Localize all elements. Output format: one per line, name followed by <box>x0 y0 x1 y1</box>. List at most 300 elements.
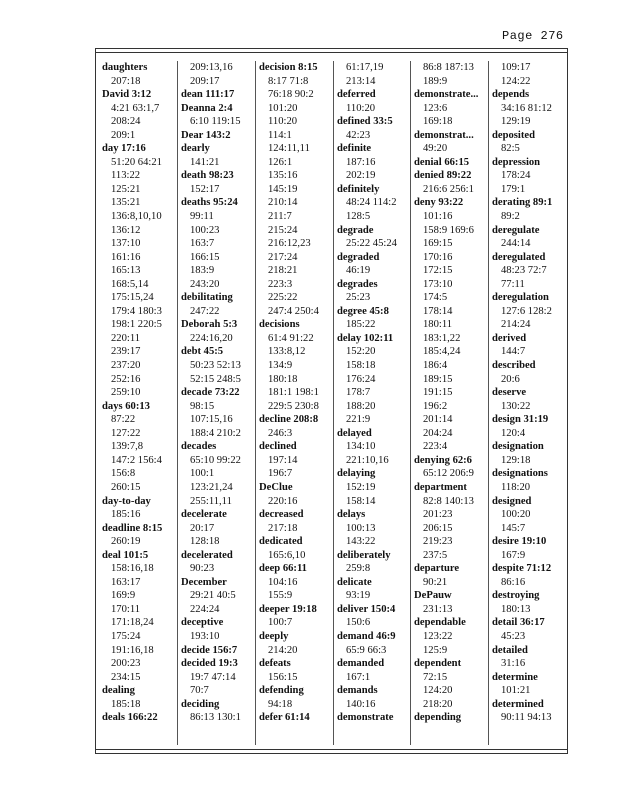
index-reference: 46:19 <box>346 265 371 277</box>
index-term: deliver 150:4 <box>337 603 396 615</box>
index-reference: 89:2 <box>501 211 520 223</box>
index-reference: 213:14 <box>346 75 376 87</box>
index-reference: 158:16,18 <box>111 563 154 575</box>
index-reference: 169:18 <box>423 116 453 128</box>
index-reference: 229:5 230:8 <box>268 400 319 412</box>
index-term: demonstrate... <box>414 89 479 101</box>
index-reference: 136:12 <box>111 224 141 236</box>
index-reference: 224:24 <box>190 603 220 615</box>
index-reference: 45:23 <box>501 630 526 642</box>
index-term: decisions <box>259 319 300 331</box>
index-reference: 180:18 <box>268 373 298 385</box>
index-reference: 180:11 <box>423 319 453 331</box>
index-reference: 128:18 <box>190 536 220 548</box>
index-reference: 49:20 <box>423 143 448 155</box>
index-reference: 220:11 <box>111 332 141 344</box>
index-reference: 209:13,16 <box>190 62 233 73</box>
index-term: decision 8:15 <box>259 62 318 73</box>
index-reference: 218:21 <box>268 265 298 277</box>
index-reference: 158:18 <box>346 360 376 372</box>
index-reference: 189:9 <box>423 75 448 87</box>
index-reference: 124:20 <box>423 685 453 697</box>
index-reference: 52:15 248:5 <box>190 373 241 385</box>
index-reference: 139:7,8 <box>111 441 144 453</box>
index-reference: 100:20 <box>501 509 531 521</box>
index-reference: 100:23 <box>190 224 220 236</box>
index-reference: 165:13 <box>111 265 141 277</box>
index-reference: 165:6,10 <box>268 549 306 561</box>
index-reference: 143:22 <box>346 536 376 548</box>
index-term: debt 45:5 <box>181 346 224 358</box>
index-reference: 221:10,16 <box>346 454 389 466</box>
index-term: decreased <box>259 509 304 521</box>
page-number: Page 276 <box>502 29 564 43</box>
index-reference: 90:21 <box>423 576 448 588</box>
index-term: decelerated <box>181 549 233 561</box>
index-term: December <box>181 576 227 588</box>
index-reference: 237:20 <box>111 360 141 372</box>
index-reference: 259:10 <box>111 387 141 399</box>
index-reference: 8:17 71:8 <box>268 75 309 87</box>
index-term: dependable <box>414 617 466 629</box>
index-reference: 65:12 206:9 <box>423 468 474 480</box>
index-reference: 135:21 <box>111 197 141 209</box>
index-reference: 243:20 <box>190 278 220 290</box>
index-term: defeats <box>259 658 291 670</box>
index-reference: 201:23 <box>423 509 453 521</box>
index-term: delay 102:11 <box>337 332 394 344</box>
index-reference: 247:4 250:4 <box>268 305 319 317</box>
index-term: decelerate <box>181 509 227 521</box>
index-reference: 65:10 99:22 <box>190 454 241 466</box>
index-term: decade 73:22 <box>181 387 240 399</box>
index-reference: 48:23 72:7 <box>501 265 547 277</box>
index-reference: 31:16 <box>501 658 526 670</box>
index-term: deceptive <box>181 617 224 629</box>
index-term: degree 45:8 <box>337 305 389 317</box>
index-term: designations <box>492 468 548 480</box>
index-reference: 145:19 <box>268 183 298 195</box>
index-reference: 176:24 <box>346 373 376 385</box>
index-reference: 209:1 <box>111 129 136 141</box>
index-term: determined <box>492 698 544 710</box>
index-reference: 42:23 <box>346 129 371 141</box>
index-reference: 259:8 <box>346 563 371 575</box>
index-reference: 50:23 52:13 <box>190 360 241 372</box>
index-term: dependent <box>414 658 462 670</box>
index-reference: 161:16 <box>111 251 141 263</box>
index-reference: 65:9 66:3 <box>346 644 387 656</box>
index-reference: 191:16,18 <box>111 644 154 656</box>
index-term: detailed <box>492 644 528 656</box>
index-reference: 186:4 <box>423 360 448 372</box>
index-reference: 219:23 <box>423 536 453 548</box>
index-reference: 169:15 <box>423 238 453 250</box>
index-term: delaying <box>337 468 376 480</box>
index-reference: 207:18 <box>111 75 141 87</box>
index-reference: 130:22 <box>501 400 531 412</box>
index-reference: 99:11 <box>190 211 214 223</box>
index-term: determine <box>492 671 538 683</box>
index-term: deal 101:5 <box>102 549 149 561</box>
index-reference: 135:16 <box>268 170 298 182</box>
index-reference: 82:8 140:13 <box>423 495 474 507</box>
index-reference: 209:17 <box>190 75 220 87</box>
index-reference: 187:16 <box>346 156 376 168</box>
index-term: death 98:23 <box>181 170 234 182</box>
index-term: deliberately <box>337 549 391 561</box>
index-reference: 123:6 <box>423 102 448 114</box>
index-reference: 216:12,23 <box>268 238 311 250</box>
index-term: deny 93:22 <box>414 197 464 209</box>
index-reference: 156:15 <box>268 671 298 683</box>
index-reference: 217:24 <box>268 251 298 263</box>
index-term: daughters <box>102 62 148 73</box>
index-term: day 17:16 <box>102 143 146 155</box>
index-reference: 104:16 <box>268 576 298 588</box>
index-reference: 175:15,24 <box>111 292 154 304</box>
index-term: departure <box>414 563 460 575</box>
index-reference: 110:20 <box>346 102 376 114</box>
index-term: deposited <box>492 129 535 141</box>
index-term: day-to-day <box>102 495 151 507</box>
index-reference: 167:1 <box>346 671 371 683</box>
index-reference: 4:21 63:1,7 <box>111 102 160 114</box>
index-term: defer 61:14 <box>259 712 310 724</box>
index-reference: 178:24 <box>501 170 531 182</box>
index-reference: 188:4 210:2 <box>190 427 241 439</box>
index-reference: 61:17,19 <box>346 62 384 73</box>
index-reference: 101:21 <box>501 685 531 697</box>
index-reference: 120:4 <box>501 427 526 439</box>
index-reference: 141:21 <box>190 156 220 168</box>
index-column-1 <box>99 61 177 745</box>
index-reference: 124:22 <box>501 75 531 87</box>
index-reference: 70:7 <box>190 685 209 697</box>
index-term: decided 19:3 <box>181 658 238 670</box>
index-term: deciding <box>181 698 220 710</box>
index-term: definitely <box>337 183 380 195</box>
index-reference: 196:7 <box>268 468 293 480</box>
index-reference: 218:20 <box>423 698 453 710</box>
index-term: deregulation <box>492 292 549 304</box>
index-reference: 25:22 45:24 <box>346 238 397 250</box>
index-reference: 170:16 <box>423 251 453 263</box>
index-term: derived <box>492 332 527 344</box>
index-term: denial 66:15 <box>414 156 470 168</box>
index-term: defined 33:5 <box>337 116 393 128</box>
index-term: demonstrat... <box>414 129 474 141</box>
index-reference: 127:6 128:2 <box>501 305 552 317</box>
index-term: deserve <box>492 387 527 399</box>
index-column-2 <box>177 61 256 745</box>
index-reference: 246:3 <box>268 427 293 439</box>
index-reference: 90:11 94:13 <box>501 712 552 724</box>
index-reference: 140:16 <box>346 698 376 710</box>
index-reference: 206:15 <box>423 522 453 534</box>
index-reference: 260:15 <box>111 481 141 493</box>
index-term: depression <box>492 156 541 168</box>
index-reference: 110:20 <box>268 116 298 128</box>
index-term: deregulate <box>492 224 540 236</box>
index-reference: 127:22 <box>111 427 141 439</box>
index-reference: 178:14 <box>423 305 453 317</box>
index-reference: 86:16 <box>501 576 526 588</box>
index-reference: 181:1 198:1 <box>268 387 319 399</box>
index-reference: 126:1 <box>268 156 293 168</box>
index-reference: 133:8,12 <box>268 346 306 358</box>
index-column-6 <box>488 61 567 745</box>
index-reference: 172:15 <box>423 265 453 277</box>
index-reference: 208:24 <box>111 116 141 128</box>
index-term: deaths 95:24 <box>181 197 238 209</box>
index-reference: 216:6 256:1 <box>423 183 474 195</box>
index-term: delays <box>337 509 366 521</box>
index-reference: 86:8 187:13 <box>423 62 474 73</box>
index-reference: 155:9 <box>268 590 293 602</box>
index-term: delicate <box>337 576 372 588</box>
index-term: demand 46:9 <box>337 630 396 642</box>
index-term: demands <box>337 685 378 697</box>
index-reference: 211:7 <box>268 211 292 223</box>
index-reference: 204:24 <box>423 427 453 439</box>
index-reference: 123:21,24 <box>190 481 233 493</box>
index-term: deals 166:22 <box>102 712 158 724</box>
index-reference: 220:16 <box>268 495 298 507</box>
index-reference: 225:22 <box>268 292 298 304</box>
index-reference: 179:4 180:3 <box>111 305 162 317</box>
index-reference: 20:17 <box>190 522 215 534</box>
index-reference: 170:11 <box>111 603 141 615</box>
index-reference: 234:15 <box>111 671 141 683</box>
index-term: degrade <box>337 224 374 236</box>
index-reference: 144:7 <box>501 346 526 358</box>
index-term: design 31:19 <box>492 414 549 426</box>
index-reference: 94:18 <box>268 698 293 710</box>
index-reference: 175:24 <box>111 630 141 642</box>
index-term: defending <box>259 685 304 697</box>
index-term: decline 208:8 <box>259 414 319 426</box>
index-reference: 145:7 <box>501 522 526 534</box>
index-column-4 <box>333 61 412 745</box>
index-reference: 183:1,22 <box>423 332 461 344</box>
index-reference: 82:5 <box>501 143 520 155</box>
index-reference: 158:14 <box>346 495 376 507</box>
index-reference: 179:1 <box>501 183 526 195</box>
index-reference: 223:4 <box>423 441 448 453</box>
index-term: department <box>414 481 467 493</box>
index-reference: 86:13 130:1 <box>190 712 241 724</box>
index-reference: 134:10 <box>346 441 376 453</box>
index-term: DeClue <box>259 481 293 493</box>
index-reference: 100:7 <box>268 617 293 629</box>
index-reference: 185:18 <box>111 698 141 710</box>
index-column-3 <box>255 61 334 745</box>
index-reference: 100:13 <box>346 522 376 534</box>
index-reference: 147:2 156:4 <box>111 454 162 466</box>
index-reference: 185:16 <box>111 509 141 521</box>
index-term: degrades <box>337 278 378 290</box>
index-reference: 174:5 <box>423 292 448 304</box>
index-reference: 76:18 90:2 <box>268 89 314 101</box>
index-reference: 93:19 <box>346 590 371 602</box>
index-reference: 77:11 <box>501 278 525 290</box>
index-reference: 237:5 <box>423 549 448 561</box>
index-term: decide 156:7 <box>181 644 238 656</box>
index-term: depending <box>414 712 462 724</box>
index-term: degraded <box>337 251 380 263</box>
index-term: Deanna 2:4 <box>181 102 233 114</box>
index-reference: 20:6 <box>501 373 520 385</box>
index-term: depends <box>492 89 530 101</box>
index-reference: 90:23 <box>190 563 215 575</box>
index-reference: 210:14 <box>268 197 298 209</box>
index-reference: 197:14 <box>268 454 298 466</box>
index-term: debilitating <box>181 292 233 304</box>
index-reference: 163:17 <box>111 576 141 588</box>
index-reference: 252:16 <box>111 373 141 385</box>
index-reference: 255:11,11 <box>190 495 232 507</box>
index-reference: 198:1 220:5 <box>111 319 162 331</box>
index-term: deep 66:11 <box>259 563 307 575</box>
index-reference: 114:1 <box>268 129 292 141</box>
index-term: dean 111:17 <box>181 89 235 101</box>
index-reference: 150:6 <box>346 617 371 629</box>
index-reference: 168:5,14 <box>111 278 149 290</box>
index-reference: 129:19 <box>501 116 531 128</box>
index-reference: 87:22 <box>111 414 136 426</box>
index-reference: 223:3 <box>268 278 293 290</box>
index-term: dedicated <box>259 536 303 548</box>
index-reference: 214:24 <box>501 319 531 331</box>
index-reference: 156:8 <box>111 468 136 480</box>
index-reference: 48:24 114:2 <box>346 197 397 209</box>
index-term: delayed <box>337 427 372 439</box>
index-reference: 166:15 <box>190 251 220 263</box>
index-reference: 158:9 169:6 <box>423 224 474 236</box>
index-reference: 34:16 81:12 <box>501 102 552 114</box>
index-term: demanded <box>337 658 385 670</box>
index-reference: 215:24 <box>268 224 298 236</box>
index-term: days 60:13 <box>102 400 150 412</box>
index-reference: 29:21 40:5 <box>190 590 236 602</box>
index-term: Dear 143:2 <box>181 129 231 141</box>
index-reference: 173:10 <box>423 278 453 290</box>
index-term: described <box>492 360 536 372</box>
index-reference: 123:22 <box>423 630 453 642</box>
index-reference: 107:15,16 <box>190 414 233 426</box>
index-reference: 217:18 <box>268 522 298 534</box>
index-reference: 224:16,20 <box>190 332 233 344</box>
index-reference: 191:15 <box>423 387 453 399</box>
index-reference: 196:2 <box>423 400 448 412</box>
index-reference: 125:21 <box>111 183 141 195</box>
index-term: denied 89:22 <box>414 170 472 182</box>
index-term: designation <box>492 441 544 453</box>
index-reference: 6:10 119:15 <box>190 116 241 128</box>
index-term: decades <box>181 441 217 453</box>
index-reference: 109:17 <box>501 62 531 73</box>
index-term: demonstrate <box>337 712 394 724</box>
index-reference: 134:9 <box>268 360 293 372</box>
index-term: deregulated <box>492 251 546 263</box>
index-reference: 231:13 <box>423 603 453 615</box>
index-term: deadline 8:15 <box>102 522 163 534</box>
index-reference: 185:22 <box>346 319 376 331</box>
index-term: desire 19:10 <box>492 536 547 548</box>
index-reference: 72:15 <box>423 671 448 683</box>
index-reference: 185:4,24 <box>423 346 461 358</box>
index-term: destroying <box>492 590 540 602</box>
index-reference: 167:9 <box>501 549 526 561</box>
index-term: detail 36:17 <box>492 617 545 629</box>
index-term: definite <box>337 143 372 155</box>
index-reference: 163:7 <box>190 238 215 250</box>
index-reference: 118:20 <box>501 481 531 493</box>
index-reference: 125:9 <box>423 644 448 656</box>
index-reference: 51:20 64:21 <box>111 156 162 168</box>
index-reference: 100:1 <box>190 468 215 480</box>
index-reference: 129:18 <box>501 454 531 466</box>
index-reference: 152:17 <box>190 183 220 195</box>
index-term: dealing <box>102 685 135 697</box>
index-reference: 152:20 <box>346 346 376 358</box>
index-reference: 152:19 <box>346 481 376 493</box>
index-reference: 128:5 <box>346 211 371 223</box>
index-reference: 244:14 <box>501 238 531 250</box>
index-term: David 3:12 <box>102 89 152 101</box>
index-term: despite 71:12 <box>492 563 552 575</box>
index-term: Deborah 5:3 <box>181 319 238 331</box>
index-reference: 136:8,10,10 <box>111 211 162 223</box>
index-term: derating 89:1 <box>492 197 553 209</box>
index-reference: 260:19 <box>111 536 141 548</box>
index-term: designed <box>492 495 532 507</box>
index-term: denying 62:6 <box>414 454 472 466</box>
index-reference: 25:23 <box>346 292 371 304</box>
index-reference: 193:10 <box>190 630 220 642</box>
index-reference: 221:9 <box>346 414 371 426</box>
index-reference: 188:20 <box>346 400 376 412</box>
index-reference: 214:20 <box>268 644 298 656</box>
index-term: dearly <box>181 143 210 155</box>
index-reference: 247:22 <box>190 305 220 317</box>
index-page-frame <box>95 48 568 754</box>
index-term: declined <box>259 441 297 453</box>
index-reference: 137:10 <box>111 238 141 250</box>
index-term: DePauw <box>414 590 452 602</box>
index-reference: 61:4 91:22 <box>268 332 314 344</box>
index-reference: 101:20 <box>268 102 298 114</box>
index-reference: 180:13 <box>501 603 531 615</box>
index-reference: 171:18,24 <box>111 617 154 629</box>
index-reference: 200:23 <box>111 658 141 670</box>
index-reference: 124:11,11 <box>268 143 310 155</box>
index-reference: 202:19 <box>346 170 376 182</box>
index-term: deferred <box>337 89 376 101</box>
index-reference: 101:16 <box>423 211 453 223</box>
index-term: deeper 19:18 <box>259 603 317 615</box>
index-reference: 113:22 <box>111 170 141 182</box>
index-reference: 19:7 47:14 <box>190 671 236 683</box>
index-reference: 239:17 <box>111 346 141 358</box>
index-reference: 178:7 <box>346 387 371 399</box>
index-term: deeply <box>259 630 289 642</box>
index-column-5 <box>410 61 489 745</box>
index-reference: 169:9 <box>111 590 136 602</box>
index-reference: 189:15 <box>423 373 453 385</box>
index-reference: 201:14 <box>423 414 453 426</box>
